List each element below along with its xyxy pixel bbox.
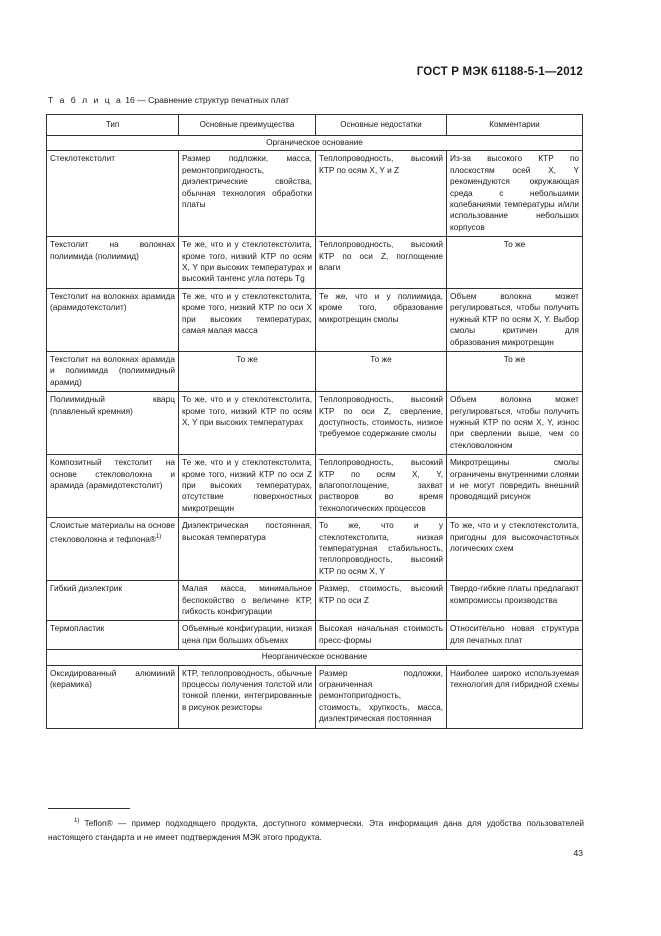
cell-type [47, 518, 179, 581]
footnote-text: Teflon® — пример подходящего продукта, доступного коммерчески. Эта информация дана для удобства пользователей настоящего стандарта и не имеет подтверждения МЭК этого продукта. [48, 817, 584, 842]
cell-advantages: Те же, что и у стеклотекстолита, кроме того, низкий КТР по оси X при высоких температурах, самая малая масса [179, 288, 316, 351]
cell-advantages: Малая масса, минимальное беспокойство о величине КТР, гибкость конфигурации [179, 581, 316, 621]
cell-type: Гибкий диэлектрик [47, 581, 179, 621]
cell-comments: Твердо-гибкие платы предлагают компромиссы производства [447, 581, 583, 621]
cell-comments: Наиболее широко используемая технология для гибридной схемы [447, 665, 583, 728]
table-row [47, 237, 583, 289]
section-title-inorganic: Неорганическое основание [47, 650, 583, 665]
table-row [47, 621, 583, 650]
page-number: 43 [573, 848, 583, 858]
cell-advantages: Объемные конфигурации, низкая цена при больших объемах [179, 621, 316, 650]
cell-type: Текстолит на волокнах полиимида (полиимид) [47, 237, 179, 289]
cell-disadvantages: Теплопроводность, высокий КТР по осям X, Y, влагопоглощение, захват растворов во время технологических процессов [316, 455, 447, 518]
table-row [47, 581, 583, 621]
cell-comments: То же [447, 237, 583, 289]
footnote [48, 814, 584, 844]
cell-advantages: То же, что и у стеклотекстолита, кроме того, низкий КТР по осям X, Y при высоких температурах [179, 392, 316, 455]
table-row [47, 665, 583, 728]
column-header-advantages: Основные преимущества [179, 115, 316, 136]
table-caption [48, 95, 289, 105]
table-row [47, 288, 583, 351]
comparison-table [46, 114, 583, 729]
cell-disadvantages: То же [316, 351, 447, 391]
cell-type-text: Слоистые материалы на основе стекловолокна и тефлона® [50, 520, 175, 544]
table-caption-text: 16 — Сравнение структур печатных плат [125, 95, 290, 105]
cell-disadvantages: Высокая начальная стоимость пресс-формы [316, 621, 447, 650]
table-row [47, 151, 583, 237]
cell-advantages: Те же, что и у стеклотекстолита, кроме того, низкий КТР по осям X, Y при высоких температурах и высокий тангенс угла потерь Tg [179, 237, 316, 289]
document-code: ГОСТ Р МЭК 61188-5-1—2012 [416, 66, 583, 78]
cell-comments: Объем волокна может регулироваться, чтобы получить нужный КТР по осям X, Y. Выбор смолы критичен для образования микротрещин [447, 288, 583, 351]
cell-type: Термопластик [47, 621, 179, 650]
cell-disadvantages: Те же, что и у полиимида, кроме того, образование микротрещин смолы [316, 288, 447, 351]
section-row-inorganic [47, 650, 583, 665]
footnote-ref: 1) [155, 533, 162, 540]
table-row [47, 518, 583, 581]
cell-comments: Микротрещины смолы ограничены внутренними слоями и не могут повредить внешний проводящий рисунок [447, 455, 583, 518]
cell-disadvantages: Теплопроводность, высокий КТР по осям X, Y и Z [316, 151, 447, 237]
cell-type: Стеклотекстолит [47, 151, 179, 237]
column-header-type: Тип [47, 115, 179, 136]
cell-disadvantages: Теплопроводность, высокий КТР по оси Z, сверление, доступность, стоимость, низкое требуемое содержание смолы [316, 392, 447, 455]
column-header-disadvantages: Основные недостатки [316, 115, 447, 136]
cell-advantages: Размер подложки, масса, ремонтопригодность, диэлектрические свойства, обычная технология обработки платы [179, 151, 316, 237]
cell-type: Полиимидный кварц (плавленый кремния) [47, 392, 179, 455]
cell-disadvantages: Теплопроводность, высокий КТР по оси Z, поглощение влаги [316, 237, 447, 289]
cell-comments: Относительно новая структура для печатных плат [447, 621, 583, 650]
table-header-row [47, 115, 583, 136]
cell-advantages: КТР, теплопроводность, обычные процессы получения толстой или тонкой пленки, интегрированные в рисунок резисторы [179, 665, 316, 728]
section-title-organic: Органическое основание [47, 136, 583, 151]
cell-disadvantages: То же, что и у стеклотекстолита, низкая температурная стабильность, теплопроводность, высокий КТР по осям X, Y [316, 518, 447, 581]
table-row [47, 455, 583, 518]
cell-advantages: Диэлектрическая постоянная, высокая температура [179, 518, 316, 581]
table-caption-prefix: Т а б л и ц а [48, 95, 123, 105]
section-row-organic [47, 136, 583, 151]
footnote-marker: 1) [74, 818, 80, 824]
cell-disadvantages: Размер, стоимость, высокий КТР по оси Z [316, 581, 447, 621]
cell-comments: То же, что и у стеклотекстолита, пригодны для высокочастотных логических схем [447, 518, 583, 581]
cell-type: Оксидированный алюминий (керамика) [47, 665, 179, 728]
cell-comments: Объем волокна может регулироваться, чтобы получить нужный КТР по осям X, Y, износ при сверлении выше, чем со стекловолокном [447, 392, 583, 455]
cell-advantages: Те же, что и у стеклотекстолита, кроме того, низкий КТР по оси Z при высоких температурах, отсутствие поверхностных микротрещин [179, 455, 316, 518]
table-row [47, 392, 583, 455]
cell-type: Текстолит на волокнах арамида (арамидотекстолит) [47, 288, 179, 351]
cell-type: Композитный текстолит на основе стекловолокна и арамида (арамидотекстолит) [47, 455, 179, 518]
table-row [47, 351, 583, 391]
cell-comments: Из-за высокого КТР по плоскостям осей X, Y рекомендуются окружающая среда с небольшими колебаниями температуры и/или использование небольших корпусов [447, 151, 583, 237]
footnote-divider [48, 808, 130, 809]
cell-type: Текстолит на волокнах арамида и полиимида (полиимидный арамид) [47, 351, 179, 391]
cell-advantages: То же [179, 351, 316, 391]
cell-disadvantages: Размер подложки, ограниченная ремонтопригодность, стоимость, хрупкость, масса, диэлектрическая постоянная [316, 665, 447, 728]
cell-comments: То же [447, 351, 583, 391]
column-header-comments: Комментарии [447, 115, 583, 136]
